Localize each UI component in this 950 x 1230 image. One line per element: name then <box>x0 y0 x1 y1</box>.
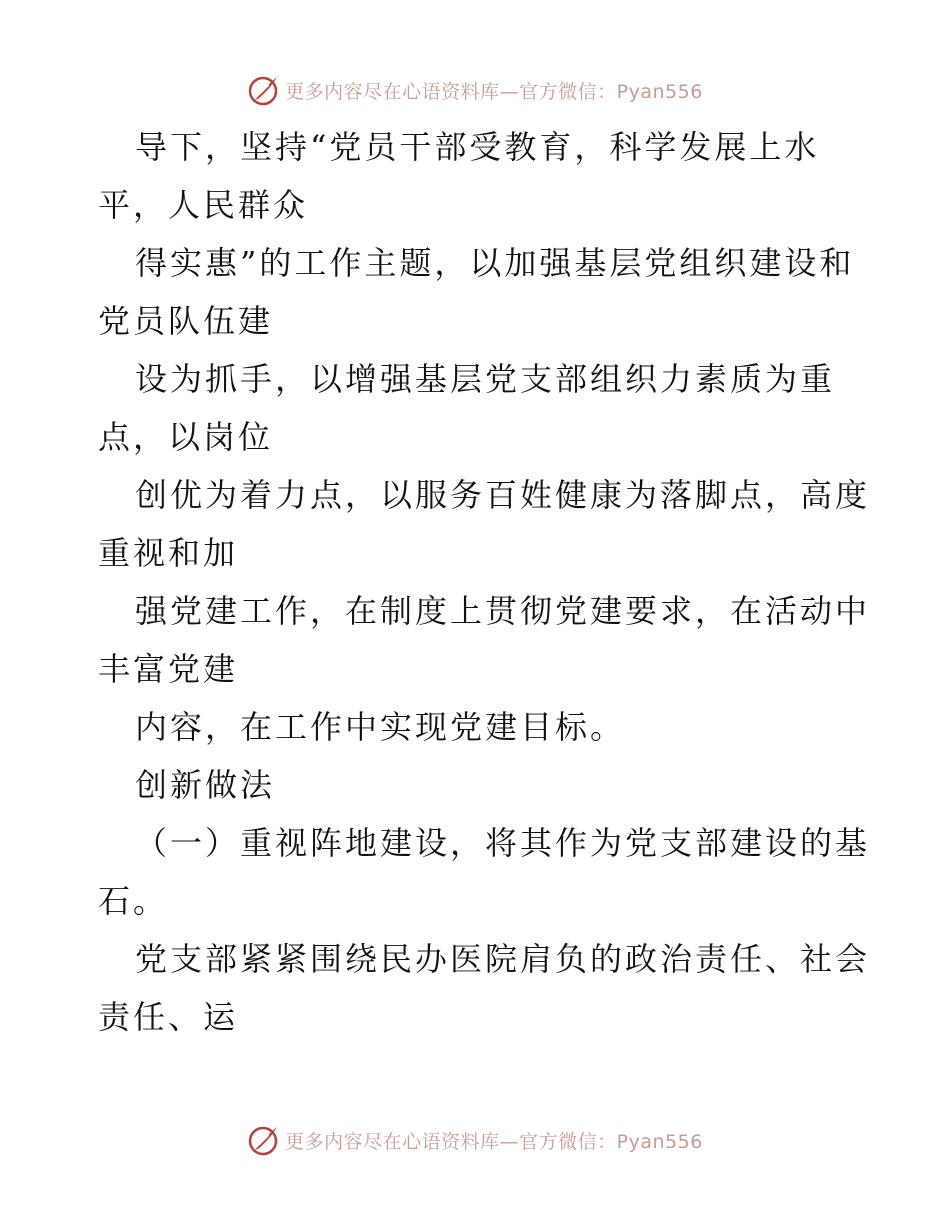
watermark-text: 更多内容尽在心语资料库—官方微信：Pyan556 <box>285 1130 703 1153</box>
body-line: 党支部紧紧围绕民办医院肩负的政治责任、社会 <box>135 940 871 978</box>
body-line: 内容，在工作中实现党建目标。 <box>135 708 626 746</box>
body-line: 设为抓手，以增强基层党支部组织力素质为重 <box>135 360 836 398</box>
body-line: 石。 <box>98 882 169 920</box>
section-heading: 创新做法 <box>135 766 276 804</box>
body-line: 平，人民群众 <box>98 186 309 224</box>
watermark-text: 更多内容尽在心语资料库—官方微信：Pyan556 <box>285 80 703 103</box>
body-line: 得实惠”的工作主题，以加强基层党组织建设和 <box>135 244 855 282</box>
body-line: 点，以岗位 <box>98 418 274 456</box>
body-line: 导下，坚持“党员干部受教育，科学发展上水 <box>135 128 820 166</box>
body-line: 重视和加 <box>98 534 239 572</box>
footer-watermark <box>0 1120 950 1160</box>
body-line: 创优为着力点，以服务百姓健康为落脚点，高度 <box>135 476 871 514</box>
body-line: 党员队伍建 <box>98 302 274 340</box>
header-watermark <box>0 70 950 110</box>
feather-pen-logo-icon <box>247 1123 281 1157</box>
body-line: 强党建工作，在制度上贯彻党建要求，在活动中 <box>135 592 871 630</box>
body-line: 丰富党建 <box>98 650 239 688</box>
feather-pen-logo-icon <box>247 73 281 107</box>
body-line: 责任、运 <box>98 998 239 1036</box>
subsection-heading: （一）重视阵地建设，将其作为党支部建设的基 <box>135 824 871 862</box>
